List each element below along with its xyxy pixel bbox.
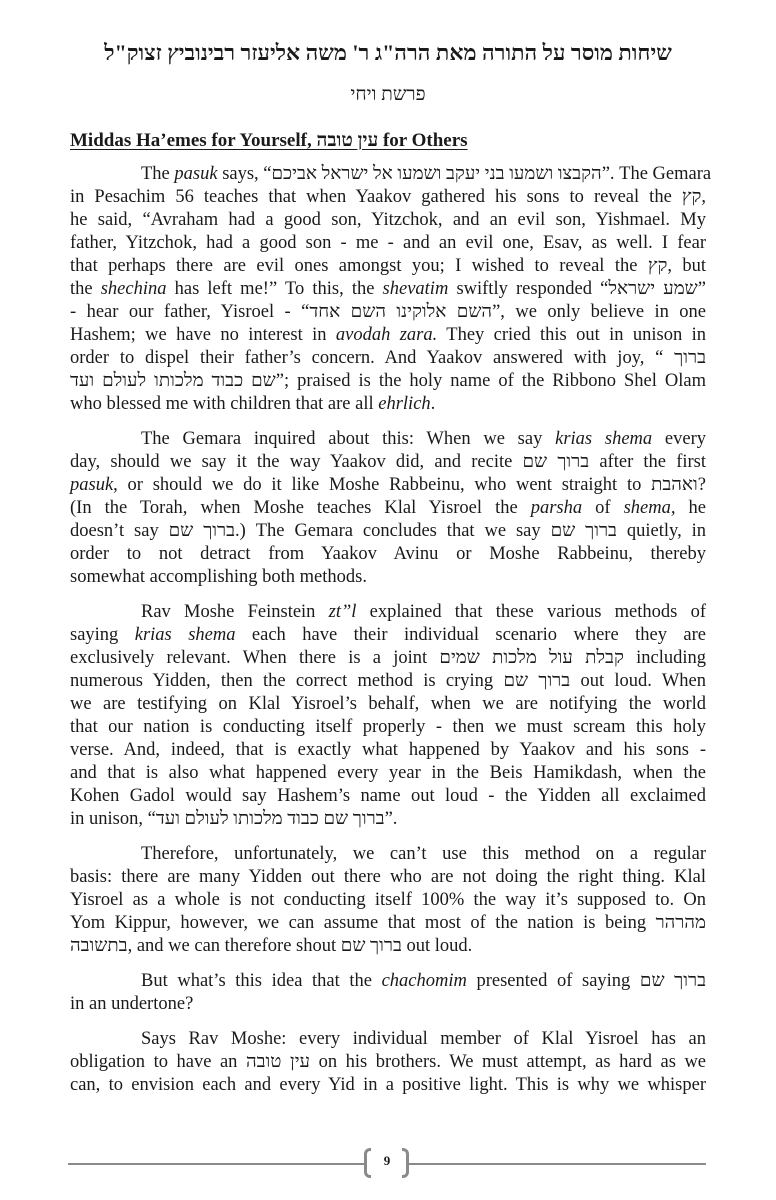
text-line — [70, 739, 706, 762]
text-line — [70, 232, 706, 255]
text-run: that our nation is conducting itself properly - then we must scream this holy — [70, 717, 706, 737]
text-run: he said, “Avraham had a good son, Yitzchok, and an evil son, Yishmael. My — [70, 210, 706, 230]
text-run: exclusively relevant. When there is a joint קבלת עול מלכות שמים including — [70, 648, 706, 668]
text-line — [70, 1051, 706, 1074]
text-run: each have their individual scenario where they are — [235, 625, 706, 645]
text-run: שם כבוד מלכותו לעולם ועד”; praised is the holy name of the Ribbono Shel Olam — [70, 371, 706, 391]
text-run: in Pesachim 56 teaches that when Yaakov gathered his sons to reveal the קץ, — [70, 187, 706, 207]
italic-term: pasuk — [174, 164, 218, 184]
page-footer — [68, 1148, 706, 1180]
text-run: has left me!” To this, the — [166, 279, 383, 299]
text-run: we are testifying on Klal Yisroel’s behalf, when we are notifying the world — [70, 694, 706, 714]
paragraph — [70, 970, 706, 1016]
article-body — [70, 163, 712, 1109]
text-run: order to not detract from Yaakov Avinu or Moshe Rabbeinu, thereby — [70, 544, 706, 564]
text-line — [70, 428, 706, 451]
paragraph — [70, 601, 706, 831]
paragraph — [70, 428, 706, 589]
text-line — [70, 693, 706, 716]
paragraph — [70, 163, 712, 416]
italic-term: avodah zara. — [335, 325, 438, 345]
text-run: The — [141, 164, 175, 184]
text-run: in unison, “ברוך שם כבוד מלכותו לעולם ועד”. — [70, 809, 398, 829]
text-line — [70, 520, 706, 543]
text-line — [70, 624, 706, 647]
text-run: basis: there are many Yidden out there who are not doing the right thing. Klal — [70, 867, 706, 887]
text-line — [70, 543, 706, 566]
text-run: somewhat accomplishing both methods. — [70, 567, 367, 587]
text-line — [70, 324, 706, 347]
text-run: doesn’t say ברוך שם.) The Gemara concludes that we say ברוך שם quietly, in — [70, 521, 707, 541]
text-run: father, Yitzchok, had a good son - me - and an evil one, Esav, as well. I fear — [70, 233, 706, 253]
text-line — [70, 993, 706, 1016]
italic-term: shechina — [100, 279, 167, 299]
text-run: that perhaps there are evil ones amongst you; I wished to reveal the קץ, but — [70, 256, 707, 276]
text-run: the — [70, 279, 101, 299]
text-run: saying — [70, 625, 135, 645]
text-run: says, “הקבצו ושמעו בני יעקב ושמעו אל ישראל אביכם”. The Gemara — [217, 164, 712, 184]
text-line — [70, 163, 712, 186]
text-line — [70, 497, 706, 520]
text-line — [70, 785, 706, 808]
text-line — [70, 1074, 706, 1097]
text-run: Hashem; we have no interest in — [70, 325, 336, 345]
text-line — [70, 255, 706, 278]
text-run: . — [430, 394, 436, 414]
text-run: and that is also what happened every year in the Beis Hamikdash, when the — [70, 763, 706, 783]
text-line — [70, 762, 706, 785]
italic-term: krias shema — [555, 429, 653, 449]
text-line — [70, 935, 706, 958]
text-run: explained that these various methods of — [356, 602, 706, 622]
text-line — [70, 301, 706, 324]
text-line — [70, 843, 706, 866]
text-run: numerous Yidden, then the correct method is crying ברוך שם out loud. When — [70, 671, 707, 691]
italic-term: krias shema — [134, 625, 236, 645]
parsha-subtitle: פרשת ויחי — [350, 84, 426, 105]
text-run: Kohen Gadol would say Hashem’s name out loud - the Yidden all exclaimed — [70, 786, 706, 806]
text-run: , or should we do it like Moshe Rabbeinu, who went straight to ואהבת? — [113, 475, 706, 495]
italic-term: zt”l — [328, 602, 357, 622]
italic-term: shevatim — [382, 279, 449, 299]
text-line — [70, 808, 706, 831]
text-line — [70, 716, 706, 739]
text-run: Says Rav Moshe: every individual member of Klal Yisroel has an — [141, 1029, 706, 1049]
text-line — [70, 1028, 706, 1051]
paragraph — [70, 1028, 706, 1097]
text-run: The Gemara inquired about this: When we say — [141, 429, 556, 449]
text-line — [70, 670, 706, 693]
text-run: he — [675, 498, 706, 518]
italic-term: shema, — [623, 498, 676, 518]
page-number: 9 — [383, 1153, 391, 1168]
text-run: in an undertone? — [70, 994, 194, 1014]
text-run: But what’s this idea that the — [141, 971, 382, 991]
text-run: Yom Kippur, however, we can assume that most of the nation is being מהרהר — [70, 913, 706, 933]
text-line — [70, 889, 706, 912]
text-run: day, should we say it the way Yaakov did, and recite ברוך שם after the first — [70, 452, 706, 472]
text-run: Rav Moshe Feinstein — [141, 602, 329, 622]
text-line — [70, 393, 706, 416]
text-run: - hear our father, Yisroel - “השם אלוקינו השם אחד”, we only believe in one — [70, 302, 706, 322]
text-line — [70, 647, 706, 670]
text-run: They cried this out in unison in — [437, 325, 706, 345]
italic-term: pasuk — [70, 475, 114, 495]
text-run: בתשובה, and we can therefore shout ברוך שם out loud. — [70, 936, 473, 956]
paragraph — [70, 843, 706, 958]
text-run: Therefore, unfortunately, we can’t use this method on a regular — [141, 844, 706, 864]
italic-term: chachomim — [381, 971, 467, 991]
text-run: presented of saying ברוך שם — [466, 971, 706, 991]
italic-term: ehrlich — [378, 394, 431, 414]
text-run: order to dispel their father’s concern. And Yaakov answered with joy, “ ברוך — [70, 348, 706, 368]
footer-rule-right — [408, 1163, 706, 1165]
article-heading: Middas Ha’emes for Yourself, עין טובה for Others — [70, 130, 468, 151]
text-run: swiftly responded “שמע ישראל” — [448, 279, 706, 299]
text-run: verse. And, indeed, that is exactly what happened by Yaakov and his sons - — [70, 740, 706, 760]
text-run: (In the Torah, when Moshe teaches Klal Yisroel the — [70, 498, 531, 518]
text-run: of — [582, 498, 624, 518]
text-line — [70, 474, 706, 497]
text-line — [70, 601, 706, 624]
text-line — [70, 278, 706, 301]
text-line — [70, 451, 706, 474]
text-run: Yisroel as a whole is not conducting itself 100% the way it’s supposed to. On — [70, 890, 706, 910]
text-run: obligation to have an עין טובה on his brothers. We must attempt, as hard as we — [70, 1052, 707, 1072]
page-header-title: שיחות מוסר על התורה מאת הרה"ג ר' משה אליעזר רבינוביץ זצוק"ל — [104, 40, 672, 65]
left-bracket-icon — [364, 1148, 371, 1178]
text-line — [70, 866, 706, 889]
italic-term: parsha — [530, 498, 583, 518]
text-run: every — [652, 429, 707, 449]
text-line — [70, 347, 706, 370]
text-line — [70, 566, 706, 589]
footer-rule-left — [68, 1163, 366, 1165]
text-run: who blessed me with children that are all — [70, 394, 379, 414]
text-line — [70, 370, 706, 393]
text-run: can, to envision each and every Yid in a positive light. This is why we whisper — [70, 1075, 706, 1095]
text-line — [70, 970, 706, 993]
text-line — [70, 186, 706, 209]
text-line — [70, 209, 706, 232]
text-line — [70, 912, 706, 935]
